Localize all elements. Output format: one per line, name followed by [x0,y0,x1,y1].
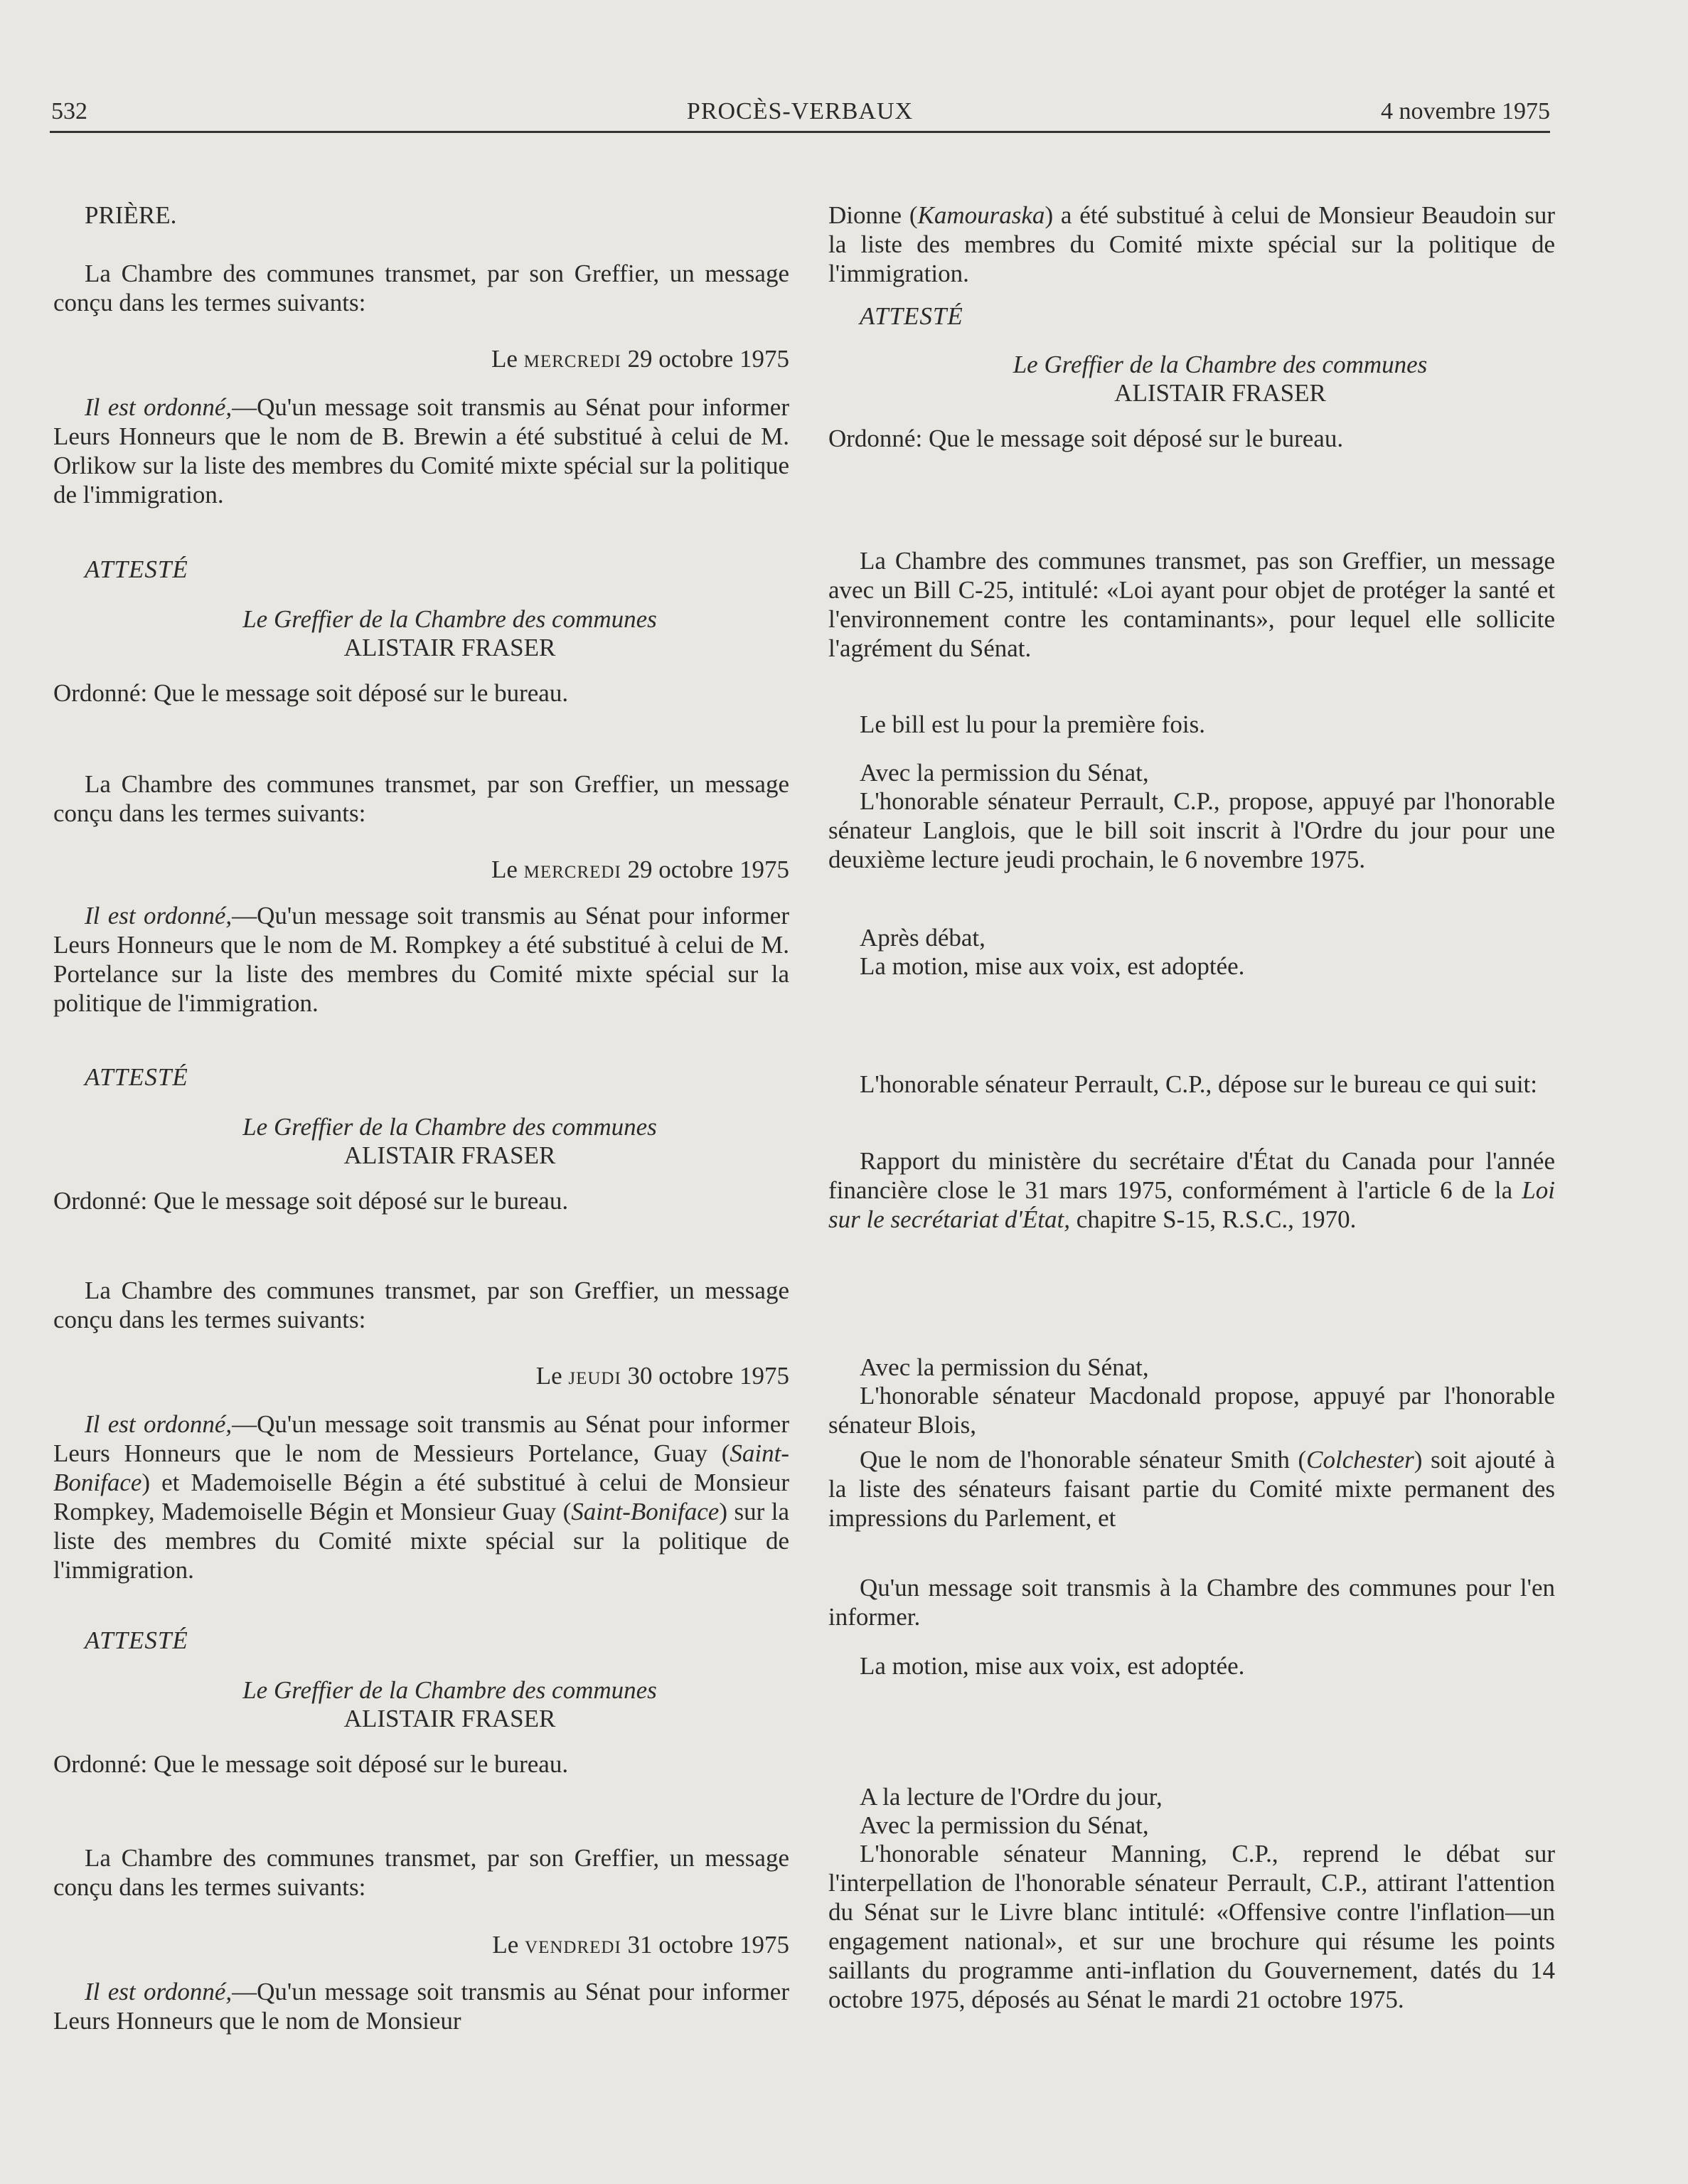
orders-of-the-day: A la lecture de l'Ordre du jour, [860,1783,1163,1811]
message-text: —Qu'un message soit transmis au Sénat pour informer Leurs Honneurs que le nom de M. Rompkey a été substitué à celui de M. Portelance sur la liste des membres du Comité mixte spécial sur la politique de l'immigration. [53,902,789,1017]
message-1-date [53,344,789,373]
message-2-order: Ordonné: Que le message soit déposé sur le bureau. [53,1187,569,1215]
message-2-intro: La Chambre des communes transmet, par son Greffier, un message conçu dans les termes suivants: [53,770,789,827]
priere-heading: PRIÈRE. [85,201,177,229]
ordered-phrase: Il est ordonné, [85,393,233,421]
message-1-body [53,393,789,509]
perrault-motion: L'honorable sénateur Perrault, C.P., propose, appuyé par l'honorable sénateur Langlois, que le bill soit inscrit à l'Ordre du jour pour une deuxième lecture jeudi prochain, le 6 novembre 1975. [828,787,1555,873]
message-3-order: Ordonné: Que le message soit déposé sur le bureau. [53,1750,569,1778]
date-text: 30 octobre 1975 [627,1362,789,1390]
leave-of-senate-1: Avec la permission du Sénat, [860,759,1149,787]
message-to-commons: Qu'un message soit transmis à la Chambre des communes pour l'en informer. [828,1574,1555,1631]
date-weekday: mercredi [523,856,621,883]
ordered-phrase: Il est ordonné, [85,1978,233,2005]
message-1-greffier: Le Greffier de la Chambre des communes [242,605,657,633]
running-title: PROCÈS-VERBAUX [686,98,914,124]
message-4-atteste: ATTESTÉ [860,302,963,330]
message-text: ) et Mademoiselle Bégin a été substitué à celui de Monsieur Rompkey, Mademoiselle Bégin et Monsieur Guay ( [53,1469,789,1525]
message-2-body [53,901,789,1018]
motion-text: Que le nom de l'honorable sénateur Smith ( [860,1446,1307,1474]
message-2-greffier: Le Greffier de la Chambre des communes [242,1113,657,1141]
message-3-body [53,1410,789,1584]
leave-of-senate-3: Avec la permission du Sénat, [860,1811,1149,1839]
bill-first-reading: Le bill est lu pour la première fois. [860,710,1205,738]
smith-motion [828,1445,1555,1533]
leave-of-senate-2: Avec la permission du Sénat, [860,1353,1149,1381]
message-1-signature: ALISTAIR FRASER [343,634,556,661]
date-prefix: Le [492,1931,519,1959]
message-text: ) sur la liste des membres du Comité mixte spécial sur la politique de l'immigration. [53,1498,789,1584]
date-weekday: mercredi [523,345,621,373]
ordered-phrase: Il est ordonné, [85,1410,233,1438]
date-prefix: Le [491,856,518,883]
message-1-order: Ordonné: Que le message soit déposé sur le bureau. [53,679,569,707]
after-debate: Après débat, [860,924,985,952]
date-text: 29 octobre 1975 [627,856,789,883]
message-3-date [53,1361,789,1390]
riding-name: Saint-Boniface [53,1439,789,1496]
perrault-tabling: L'honorable sénateur Perrault, C.P., dépose sur le bureau ce qui suit: [860,1070,1537,1098]
message-4-greffier: Le Greffier de la Chambre des communes [1013,351,1428,378]
date-text: 31 octobre 1975 [627,1931,789,1959]
ordered-phrase: Il est ordonné, [85,902,233,929]
message-1-atteste: ATTESTÉ [85,555,188,583]
date-text: 29 octobre 1975 [627,345,789,373]
message-4-body [53,1977,789,2035]
date-prefix: Le [491,345,518,373]
riding-name: Colchester [1306,1446,1414,1474]
annual-report [828,1146,1555,1234]
manning-debate: L'honorable sénateur Manning, C.P., reprend le débat sur l'interpellation de l'honorable sénateur Perrault, C.P., attirant l'attention du Sénat sur le Livre blanc intitulé: «Offensive contre l'inflation—un engagement national», et sur une brochure qui résume les points saillants du programme anti-inflation du Gouvernement, datés du 14 octobre 1975, déposés au Sénat le mardi 21 octobre 1975. [828,1840,1555,2013]
header-date: 4 novembre 1975 [1381,98,1550,124]
message-4-date [53,1930,789,1959]
riding-name: Kamouraska [917,201,1045,229]
message-2-date [53,855,789,884]
message-1-intro: La Chambre des communes transmet, par son Greffier, un message conçu dans les termes suivants: [53,260,789,316]
message-3-intro: La Chambre des communes transmet, par son Greffier, un message conçu dans les termes suivants: [53,1277,789,1333]
message-text: —Qu'un message soit transmis au Sénat pour informer Leurs Honneurs que le nom de Monsieur [53,1978,789,2035]
message-3-signature: ALISTAIR FRASER [343,1705,556,1732]
message-text: ) a été substitué à celui de Monsieur Beaudoin sur la liste des membres du Comité mixte spécial sur la politique de l'immigration. [828,201,1555,287]
message-4-continuation [828,201,1555,288]
date-weekday: jeudi [568,1362,621,1390]
message-2-atteste: ATTESTÉ [85,1063,188,1091]
report-text: chapitre S-15, R.S.C., 1970. [1069,1205,1357,1233]
message-4-signature: ALISTAIR FRASER [1114,379,1326,407]
message-text: Dionne ( [828,201,918,229]
message-3-greffier: Le Greffier de la Chambre des communes [242,1676,657,1704]
riding-name: Saint-Boniface [571,1498,720,1525]
motion-adopted-1: La motion, mise aux voix, est adoptée. [860,952,1245,980]
message-text: —Qu'un message soit transmis au Sénat pour informer Leurs Honneurs que le nom de B. Brewin a été substitué à celui de M. Orlikow sur la liste des membres du Comité mixte spécial sur la politique de l'immigration. [53,393,789,508]
macdonald-motion: L'honorable sénateur Macdonald propose, appuyé par l'honorable sénateur Blois, [828,1382,1555,1439]
message-text: —Qu'un message soit transmis au Sénat pour informer Leurs Honneurs que le nom de Messieurs Portelance, Guay ( [53,1410,789,1467]
motion-text: ) soit ajouté à la liste des sénateurs faisant partie du Comité mixte permanent des impressions du Parlement, et [828,1446,1555,1532]
bill-c25-message: La Chambre des communes transmet, pas son Greffier, un message avec un Bill C-25, intitulé: «Loi ayant pour objet de protéger la santé et l'environnement contre les contaminants», pour lequel elle sollicite l'agrément du Sénat. [828,547,1555,662]
page-number: 532 [51,98,87,124]
message-3-atteste: ATTESTÉ [85,1626,188,1654]
date-prefix: Le [535,1362,562,1390]
date-weekday: vendredi [525,1931,621,1959]
motion-adopted-2: La motion, mise aux voix, est adoptée. [860,1652,1245,1680]
act-title: Loi sur le secrétariat d'État, [828,1176,1555,1233]
message-4-order: Ordonné: Que le message soit déposé sur le bureau. [828,425,1344,452]
page-header [50,92,1550,133]
message-4-intro: La Chambre des communes transmet, par son Greffier, un message conçu dans les termes suivants: [53,1844,789,1901]
message-2-signature: ALISTAIR FRASER [343,1141,556,1169]
report-text: Rapport du ministère du secrétaire d'État du Canada pour l'année financière close le 31 mars 1975, conformément à l'article 6 de la [828,1147,1555,1204]
